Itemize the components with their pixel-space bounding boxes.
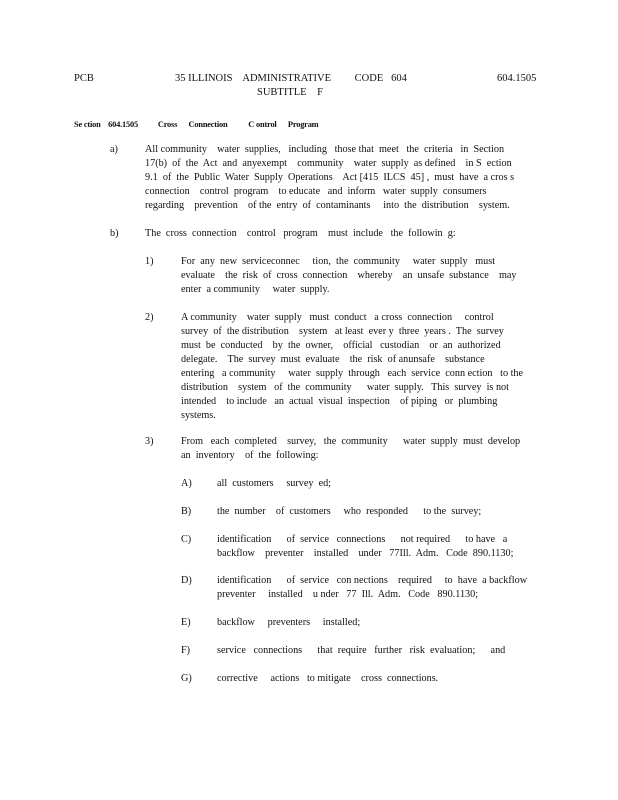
header-title: 35 ILLINOIS ADMINISTRATIVE CODE 604	[175, 73, 407, 84]
header-section-number: 604.1505	[497, 73, 537, 84]
text-line: A community water supply must conduct a cross connection control	[181, 312, 494, 323]
text-line: 17(b) of the Act and anyexempt community water supply as defined in S ection	[145, 158, 512, 169]
text-line: evaluate the risk of cross connection whereby an unsafe substance may	[181, 270, 517, 281]
text-line: identification of service con nections required to have a backflow	[217, 575, 528, 586]
text-line: systems.	[181, 410, 216, 421]
item-G	[217, 672, 438, 686]
text-line: regarding prevention of the entry of contaminants into the distribution system.	[145, 200, 510, 211]
text-line: intended to include an actual visual inspection of piping or plumbing	[181, 396, 498, 407]
text-line: All community water supplies, including those that meet the criteria in Section	[145, 144, 505, 155]
text-line: backflow preventer installed under 77Ill. Adm. Code 890.1130;	[217, 548, 514, 559]
paragraph-b-label: b)	[110, 228, 119, 239]
text-line: the number of customers who responded to the survey;	[217, 506, 482, 517]
item-C-label: C)	[181, 534, 192, 545]
item-B-label: B)	[181, 506, 192, 517]
text-line: enter a community water supply.	[181, 284, 330, 295]
text-line: The cross connection control program must include the followin g:	[145, 228, 456, 239]
paragraph-b3	[181, 435, 520, 463]
paragraph-b1	[181, 255, 517, 297]
item-C	[217, 533, 513, 561]
item-F-label: F)	[181, 645, 191, 656]
item-D-label: D)	[181, 575, 192, 586]
item-G-label: G)	[181, 673, 192, 684]
text-line: entering a community water supply through each service conn ection to the	[181, 368, 524, 379]
item-A	[217, 477, 331, 491]
section-heading	[74, 118, 336, 132]
paragraph-b3-label: 3)	[145, 436, 154, 447]
item-E	[217, 616, 360, 630]
text-line: preventer installed u nder 77 Ill. Adm. Code 890.1130;	[217, 589, 479, 600]
text-line: connection control program to educate and inform water supply consumers	[145, 186, 487, 197]
text-line: 9.1 of the Public Water Supply Operations Act [415 ILCS 45] , must have a cros s	[145, 172, 515, 183]
text-line: distribution system of the community water supply. This survey is not	[181, 382, 509, 393]
text-line: identification of service connections not required to have a	[217, 534, 508, 545]
header-subtitle: SUBTITLE F	[257, 87, 323, 98]
item-F	[217, 644, 505, 658]
paragraph-b1-label: 1)	[145, 256, 154, 267]
paragraph-b2	[181, 311, 523, 423]
header-agency: PCB	[74, 73, 94, 84]
section-title: Cross Connection C ontrol Program	[157, 120, 319, 129]
text-line: backflow preventers installed;	[217, 617, 361, 628]
text-line: For any new serviceconnec tion, the community water supply must	[181, 256, 496, 267]
text-line: service connections that require further risk evaluation; and	[217, 645, 506, 656]
text-line: an inventory of the following:	[181, 450, 319, 461]
text-line: From each completed survey, the community water supply must develop	[181, 436, 521, 447]
item-B	[217, 505, 481, 519]
item-E-label: E)	[181, 617, 191, 628]
text-line: survey of the distribution system at least ever y three years . The survey	[181, 326, 504, 337]
item-A-label: A)	[181, 478, 192, 489]
paragraph-a-label: a)	[110, 144, 118, 155]
text-line: all customers survey ed;	[217, 478, 332, 489]
paragraph-b2-label: 2)	[145, 312, 154, 323]
item-D	[217, 574, 527, 602]
text-line: must be conducted by the owner, official custodian or an authorized	[181, 340, 501, 351]
paragraph-b	[145, 227, 456, 241]
text-line: delegate. The survey must evaluate the risk of anunsafe substance	[181, 354, 485, 365]
section-number: Se ction 604.1505	[74, 120, 138, 129]
paragraph-a	[145, 143, 514, 213]
text-line: corrective actions to mitigate cross connections.	[217, 673, 439, 684]
